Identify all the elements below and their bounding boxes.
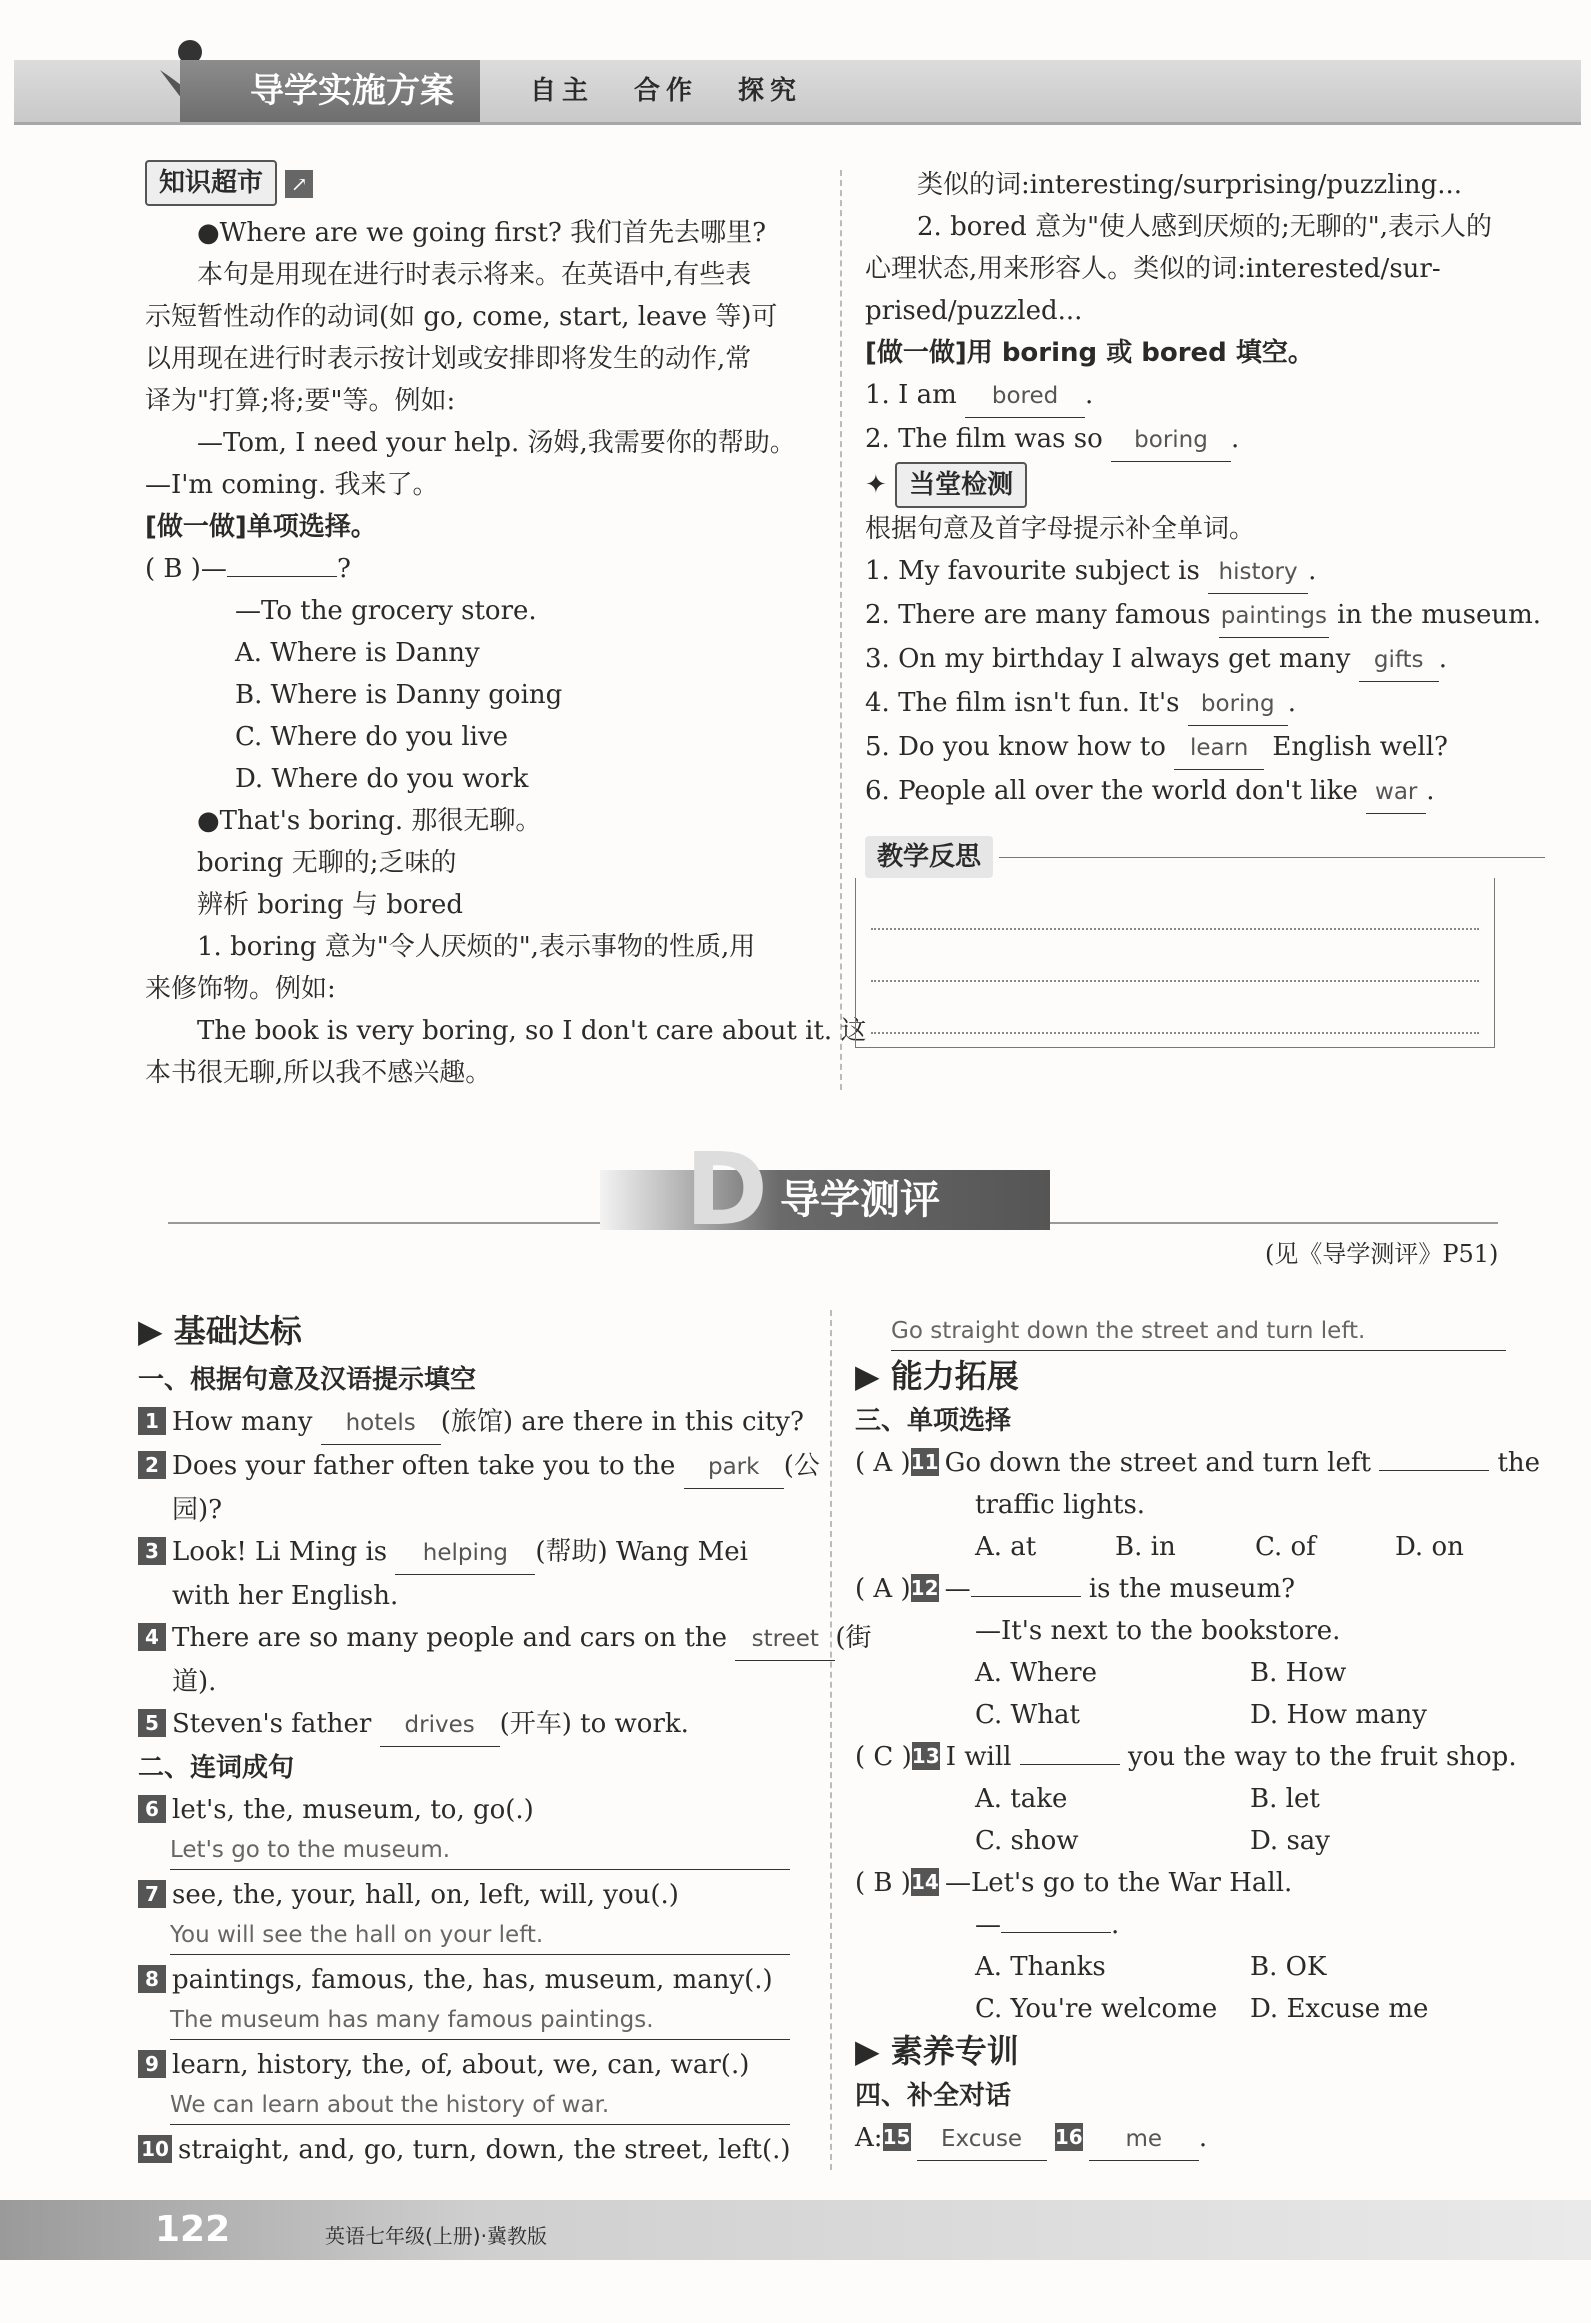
option: D. Where do you work: [235, 764, 529, 794]
text-line: [做一做]单项选择。: [145, 512, 377, 542]
sentence-answer: Go straight down the street and turn left.: [891, 1312, 1506, 1351]
header-tags: [530, 60, 842, 122]
q-text: —: [975, 1910, 1001, 1940]
check-icon: ✦: [865, 470, 887, 500]
check-text: 4. The film isn't fun. It's: [865, 688, 1188, 718]
page-number: 122: [155, 2209, 231, 2250]
q-text: (开车) to work.: [499, 1709, 689, 1739]
answer-paren: ( B )—: [145, 554, 227, 584]
check-text: English well?: [1264, 732, 1448, 762]
sentence-answer: We can learn about the history of war.: [170, 2086, 790, 2125]
q-text: —Let's go to the War Hall.: [944, 1868, 1293, 1898]
q-text: —: [944, 1574, 971, 1604]
q-text: (旅馆) are there in this city?: [440, 1407, 804, 1437]
fill-answer: boring: [1111, 419, 1231, 462]
section-letter: D: [685, 1131, 769, 1248]
left-top-column: [145, 160, 867, 1094]
fill-text: 2. The film was so: [865, 424, 1112, 454]
ability-heading: ▶ 能力拓展: [855, 1357, 1019, 1395]
answer-paren: ( A ): [855, 1574, 911, 1604]
q-number: 13: [911, 1744, 940, 1768]
basic-heading: ▶ 基础达标: [138, 1312, 302, 1350]
text-line: 本书很无聊,所以我不感兴趣。: [145, 1058, 492, 1088]
reflection-line: [871, 982, 1479, 1034]
q-text: —It's next to the bookstore.: [975, 1616, 1341, 1646]
q-number: 5: [138, 1709, 166, 1737]
q-text: learn, history, the, of, about, we, can, war(.): [172, 2050, 750, 2080]
q-number: 6: [138, 1795, 166, 1823]
sentence-answer: The museum has many famous paintings.: [170, 2001, 790, 2040]
q-text: I will: [945, 1742, 1020, 1772]
text-line: 本句是用现在进行时表示将来。在英语中,有些表: [197, 260, 752, 290]
expand-icon: ↗: [285, 170, 313, 198]
part-heading: 二、连词成句: [138, 1753, 295, 1783]
q-text: (街: [835, 1623, 872, 1653]
option: A. take: [975, 1784, 1068, 1814]
q-text: 园)?: [172, 1495, 223, 1525]
literacy-heading: ▶ 素养专训: [855, 2032, 1019, 2070]
text-line: —I'm coming. 我来了。: [145, 470, 439, 500]
text-line: —Tom, I need your help. 汤姆,我需要你的帮助。: [197, 428, 796, 458]
q-tail: ?: [336, 554, 351, 584]
text-line: 类似的词:interesting/surprising/puzzling...: [917, 170, 1463, 200]
q-answer: park: [684, 1446, 784, 1489]
reflection-box: [865, 836, 1545, 1048]
q-text: see, the, your, hall, on, left, will, you(.): [172, 1880, 679, 1910]
check-answer: learn: [1174, 727, 1264, 770]
check-text: .: [1287, 688, 1297, 718]
q-text: is the museum?: [1080, 1574, 1296, 1604]
option: A. at: [975, 1532, 1037, 1562]
option: D. on: [1395, 1532, 1464, 1562]
knowledge-label: 知识超市: [145, 160, 277, 206]
text-line: ●That's boring. 那很无聊。: [197, 806, 542, 836]
q-text: the: [1489, 1448, 1541, 1478]
blank: [1020, 1764, 1120, 1765]
section-title: 导学测评: [780, 1177, 940, 1223]
ability-heading-text: 能力拓展: [890, 1357, 1019, 1395]
q-text: straight, and, go, turn, down, the street, left(.): [178, 2135, 791, 2165]
q-text: Look! Li Ming is: [172, 1537, 396, 1567]
q-number: 14: [911, 1870, 939, 1894]
q-number: 4: [138, 1623, 166, 1651]
option: B. How: [1250, 1658, 1347, 1688]
option: B. Where is Danny going: [235, 680, 563, 710]
reflection-label: 教学反思: [865, 836, 993, 878]
option: C. Where do you live: [235, 722, 509, 752]
tag-1: 自主: [530, 76, 595, 106]
check-answer: gifts: [1359, 639, 1439, 682]
tag-3: 探究: [738, 76, 803, 106]
check-text: 2. There are many famous: [865, 600, 1219, 630]
fill-answer: bored: [965, 375, 1085, 418]
option: A. Thanks: [975, 1952, 1106, 1982]
text-line: boring 无聊的;乏味的: [197, 848, 457, 878]
q-text: There are so many people and cars on the: [172, 1623, 736, 1653]
q-text: you the way to the fruit shop.: [1119, 1742, 1517, 1772]
option: D. say: [1250, 1826, 1330, 1856]
basic-heading-text: 基础达标: [173, 1312, 302, 1350]
option: D. Excuse me: [1250, 1994, 1429, 2024]
text-line: prised/puzzled...: [865, 296, 1083, 326]
footer-book-title: 英语七年级(上册)·冀教版: [325, 2224, 547, 2248]
text-line: 辨析 boring 与 bored: [197, 890, 463, 920]
q-number: 1: [138, 1407, 166, 1435]
check-answer: paintings: [1219, 595, 1329, 638]
bottom-right-column: Go straight down the street and turn left. ▶ 能力拓展 三、单项选择 ( A )11 Go down the street and turn left the traffic lights. A. at B. in C. of D. on ( A )12 — is the museum? —It's next to the bookstore. A. Where B. How C. What D. How many ( C )13 I will you the way to the fruit shop. A. take B. let C. show D. say ( B )14 —Let's go to the War Hall. — . A. Thanks B. OK C. You're welcome D. Excuse me ▶ 素养专训 四、补全对话 A:15 Excuse 16 me .: [855, 1312, 1515, 2161]
blank: [227, 576, 337, 577]
check-text: .: [1308, 556, 1317, 586]
fill-text: 1. I am: [865, 380, 966, 410]
literacy-heading-text: 素养专训: [890, 2032, 1019, 2070]
reflection-line: [871, 930, 1479, 982]
check-text: 3. On my birthday I always get many: [865, 644, 1359, 674]
right-top-column: [865, 164, 1545, 1048]
part-heading: 四、补全对话: [855, 2081, 1012, 2111]
part-heading: 一、根据句意及汉语提示填空: [138, 1365, 477, 1395]
text-line: —To the grocery store.: [235, 596, 537, 626]
q-number: 12: [910, 1576, 939, 1600]
check-answer: war: [1366, 771, 1426, 814]
column-divider: [830, 1310, 832, 2170]
fill-text: .: [1085, 380, 1094, 410]
dialog-answer: Excuse: [917, 2118, 1047, 2161]
check-text: .: [1426, 776, 1435, 806]
option: C. What: [975, 1700, 1080, 1730]
text-line: The book is very boring, so I don't care about it. 这: [197, 1016, 867, 1046]
q-text: 道).: [172, 1667, 217, 1697]
blank: [971, 1596, 1081, 1597]
header-title: 导学实施方案: [180, 60, 480, 122]
check-text: 1. My favourite subject is: [865, 556, 1209, 586]
option: A. Where: [975, 1658, 1097, 1688]
option: C. of: [1255, 1532, 1316, 1562]
q-text: (帮助) Wang Mei: [535, 1537, 748, 1567]
q-number: 3: [138, 1537, 166, 1565]
option: C. You're welcome: [975, 1994, 1218, 2024]
fill-text: .: [1231, 424, 1240, 454]
speaker: A:: [855, 2123, 883, 2153]
q-text: traffic lights.: [975, 1490, 1146, 1520]
text-line: 心理状态,用来形容人。类似的词:interested/sur-: [865, 254, 1441, 284]
sentence-answer: You will see the hall on your left.: [170, 1916, 790, 1955]
q-number: 15: [882, 2125, 911, 2149]
check-text: 5. Do you know how to: [865, 732, 1175, 762]
text-line: 示短暂性动作的动词(如 go, come, start, leave 等)可: [145, 302, 778, 332]
dialog-answer: me: [1089, 2118, 1199, 2161]
reflection-line: [871, 878, 1479, 930]
q-text: Does your father often take you to the: [172, 1451, 684, 1481]
q-answer: drives: [380, 1704, 500, 1747]
q-text: Go down the street and turn left: [944, 1448, 1380, 1478]
q-text: with her English.: [172, 1581, 399, 1611]
q-answer: helping: [395, 1532, 535, 1575]
section-ref: (见《导学测评》P51): [1265, 1240, 1499, 1268]
option: B. let: [1250, 1784, 1320, 1814]
q-number: 2: [138, 1451, 166, 1479]
text-line: 根据句意及首字母提示补全单词。: [865, 514, 1256, 544]
text-line: 2. bored 意为"使人感到厌烦的;无聊的",表示人的: [917, 212, 1493, 242]
column-divider: [840, 170, 842, 1090]
answer-paren: ( B ): [855, 1868, 911, 1898]
q-number: 11: [910, 1450, 939, 1474]
check-text: 6. People all over the world don't like: [865, 776, 1367, 806]
option: B. in: [1115, 1532, 1176, 1562]
option: B. OK: [1250, 1952, 1327, 1982]
bottom-left-column: [138, 1310, 872, 2171]
q-number: 9: [138, 2050, 166, 2078]
q-text: paintings, famous, the, has, museum, many(.): [172, 1965, 773, 1995]
q-answer: street: [735, 1618, 835, 1661]
q-number: 10: [138, 2135, 172, 2163]
q-number: 16: [1054, 2125, 1083, 2149]
text-line: ●Where are we going first? 我们首先去哪里?: [197, 218, 767, 248]
footer-band: [0, 2200, 1591, 2260]
q-text: let's, the, museum, to, go(.): [172, 1795, 534, 1825]
check-answer: history: [1208, 551, 1308, 594]
text-line: 1. boring 意为"令人厌烦的",表示事物的性质,用: [197, 932, 756, 962]
check-label: 当堂检测: [895, 462, 1027, 508]
answer-paren: ( A ): [855, 1448, 911, 1478]
option: C. show: [975, 1826, 1079, 1856]
q-number: 7: [138, 1880, 166, 1908]
answer-paren: ( C ): [855, 1742, 912, 1772]
part-heading: 三、单项选择: [855, 1406, 1012, 1436]
check-text: .: [1438, 644, 1447, 674]
blank: [1379, 1470, 1489, 1471]
q-text: How many: [172, 1407, 321, 1437]
option: D. How many: [1250, 1700, 1427, 1730]
check-text: in the museum.: [1328, 600, 1542, 630]
text-line: [做一做]用 boring 或 bored 填空。: [865, 338, 1314, 368]
blank: [1001, 1932, 1111, 1933]
text-line: 以用现在进行时表示按计划或安排即将发生的动作,常: [145, 344, 752, 374]
option: A. Where is Danny: [235, 638, 480, 668]
tag-2: 合作: [634, 76, 699, 106]
check-answer: boring: [1188, 683, 1288, 726]
q-text: (公: [783, 1451, 820, 1481]
sentence-answer: Let's go to the museum.: [170, 1831, 790, 1870]
text-line: 来修饰物。例如:: [145, 974, 336, 1004]
q-answer: hotels: [321, 1402, 441, 1445]
q-number: 8: [138, 1965, 166, 1993]
text-line: 译为"打算;将;要"等。例如:: [145, 386, 456, 416]
q-text: Steven's father: [172, 1709, 380, 1739]
